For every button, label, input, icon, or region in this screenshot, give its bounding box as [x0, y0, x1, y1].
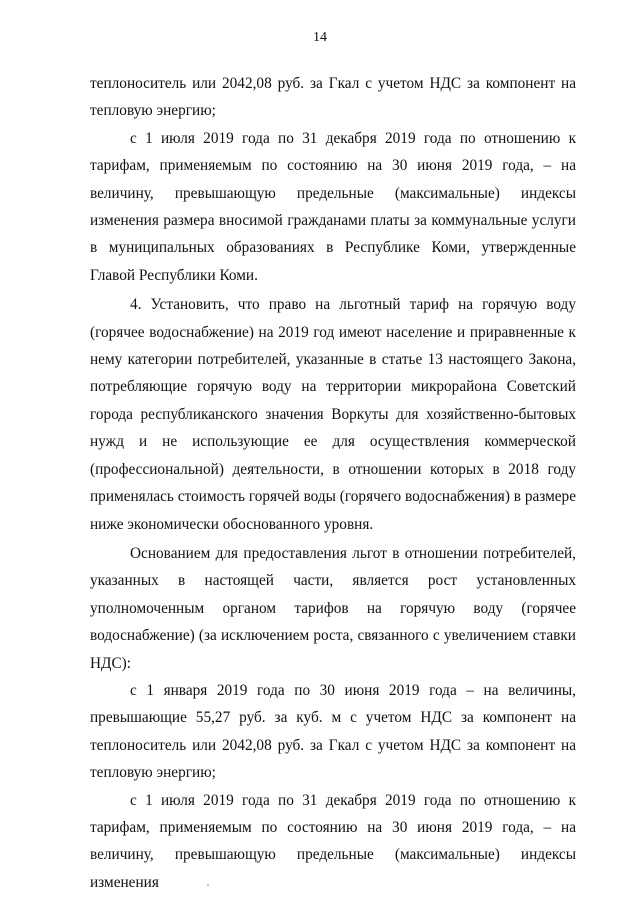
paragraph-basis-for-benefits: Основанием для предоставления льгот в отношении потребителей, указанных в настоящей части, является рост установленных уполномоченным органом тарифов на горячую воду (горячее водоснабжение) (за исключением роста, связанного с увеличением ставки НДС):	[90, 544, 576, 672]
page-number: 14	[313, 30, 327, 45]
paragraph-item-4: 4. Установить, что право на льготный тариф на горячую воду (горячее водоснабжение) на 2019 год имеют население и приравненные к нему категории потребителей, указанные в статье 13 настоящего Закона, потребляющие горячую воду на территории микрорайона Советский города республиканского значения Воркуты для хозяйственно-бытовых нужд и не использующие ее для осуществления коммерческой (профессиональной) деятельности, в отношении которых в 2018 году применялась стоимость горячей воды (горячего водоснабжения) в размере ниже экономически обоснованного уровня.	[90, 296, 576, 533]
scan-artifact	[207, 884, 209, 886]
paragraph-january-june-2019: с 1 января 2019 года по 30 июня 2019 года – на величины, превышающие 55,27 руб. за куб. м с учетом НДС за компонент на теплоноситель или 2042,08 руб. за Гкал с учетом НДС за компонент на тепловую энергию;	[90, 681, 576, 782]
paragraph-july-december-2019-repeat: с 1 июля 2019 года по 31 декабря 2019 года по отношению к тарифам, применяемым по состоянию на 30 июня 2019 года, – на величину, превышающую предельные (максимальные) индексы изменения	[90, 791, 576, 891]
paragraph-continuation: теплоноситель или 2042,08 руб. за Гкал с учетом НДС за компонент на тепловую энергию;	[90, 75, 576, 120]
document-body	[90, 70, 576, 896]
paragraph-july-december-2019: с 1 июля 2019 года по 31 декабря 2019 года по отношению к тарифам, применяемым по состоянию на 30 июня 2019 года, – на величину, превышающую предельные (максимальные) индексы изменения размера вносимой гражданами платы за коммунальные услуги в муниципальных образованиях в Республике Коми, утвержденные Главой Республики Коми.	[90, 129, 576, 284]
